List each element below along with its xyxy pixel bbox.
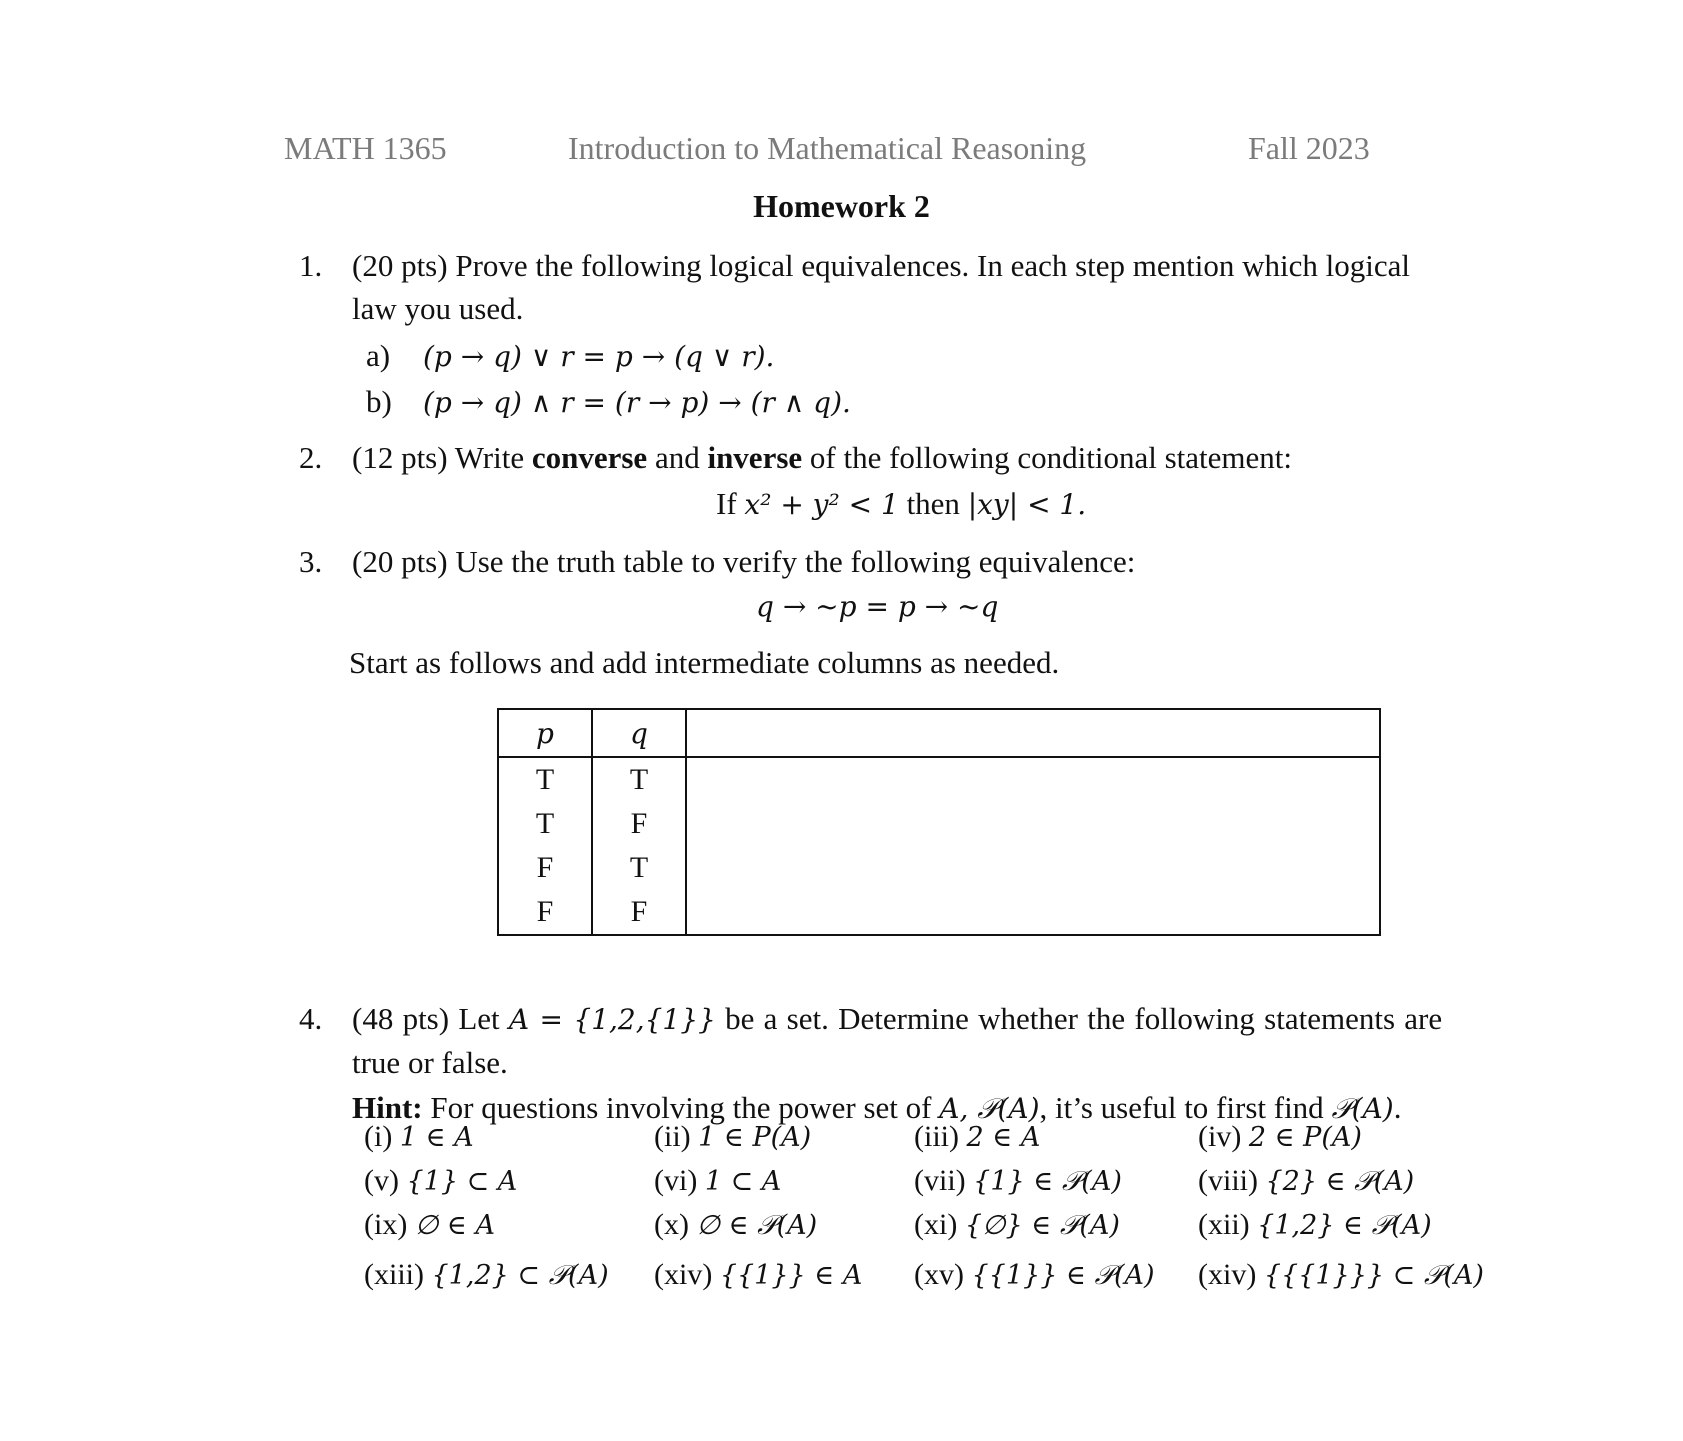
q2-conclusion: |xy| < 1. bbox=[967, 488, 1087, 521]
hint-math: A, 𝒫(A) bbox=[939, 1092, 1040, 1125]
table-row bbox=[498, 890, 1380, 935]
item-expr: {{1}} ∈ A bbox=[719, 1260, 863, 1291]
item-label: (xi) bbox=[914, 1208, 965, 1241]
item-expr: {∅} ∈ 𝒫(A) bbox=[964, 1210, 1120, 1241]
table-row bbox=[498, 757, 1380, 802]
q2-then: then bbox=[898, 486, 968, 521]
item-expr: {{{1}}} ⊂ 𝒫(A) bbox=[1263, 1260, 1484, 1291]
item-expr: 2 ∈ A bbox=[966, 1122, 1041, 1153]
statement-item bbox=[1198, 1258, 1484, 1292]
statement-item bbox=[364, 1208, 495, 1242]
item-label: (ix) bbox=[364, 1208, 415, 1241]
item-label: (vii) bbox=[914, 1164, 974, 1197]
item-label: (iv) bbox=[1198, 1120, 1249, 1153]
item-label: (xii) bbox=[1198, 1208, 1258, 1241]
q1-text: (20 pts) Prove the following logical equivalences. In each step mention which logical bbox=[352, 248, 1411, 283]
truth-table bbox=[497, 708, 1381, 936]
item-label: (xv) bbox=[914, 1258, 972, 1291]
item-expr: {2} ∈ 𝒫(A) bbox=[1265, 1166, 1415, 1197]
q1-number: 1. bbox=[299, 248, 323, 283]
q4-number: 4. bbox=[299, 1001, 323, 1036]
item-expr: {1} ⊂ A bbox=[406, 1166, 518, 1197]
q4-text-pre: (48 pts) Let bbox=[352, 1001, 509, 1036]
statement-item bbox=[364, 1164, 517, 1198]
cell-q: T bbox=[592, 846, 686, 890]
cell-p: F bbox=[536, 851, 554, 884]
item-expr: ∅ ∈ A bbox=[414, 1210, 495, 1241]
statement-item bbox=[1198, 1120, 1362, 1154]
item-expr: 1 ⊂ A bbox=[704, 1166, 782, 1197]
q1b-expression: (p → q) ∧ r = (r → p) → (r ∧ q). bbox=[423, 386, 851, 419]
term: Fall 2023 bbox=[1248, 130, 1370, 166]
item-label: (vi) bbox=[654, 1164, 705, 1197]
item-label: (v) bbox=[364, 1164, 407, 1197]
q1-text-line2: law you used. bbox=[352, 291, 524, 326]
statement-item bbox=[914, 1164, 1122, 1198]
q3-instruction: Start as follows and add intermediate columns as needed. bbox=[349, 645, 1060, 680]
course-title: Introduction to Mathematical Reasoning bbox=[568, 130, 1087, 166]
homework-title: Homework 2 bbox=[753, 188, 930, 224]
item-expr: ∅ ∈ 𝒫(A) bbox=[696, 1210, 818, 1241]
cell-p: F bbox=[536, 895, 554, 928]
item-label: (xiii) bbox=[364, 1258, 432, 1291]
cell-blank[interactable] bbox=[686, 890, 1380, 935]
q1a-label: a) bbox=[366, 338, 391, 373]
item-label: (i) bbox=[364, 1120, 400, 1153]
item-expr: 2 ∈ P(A) bbox=[1248, 1122, 1362, 1153]
item-label: (xiv) bbox=[1198, 1258, 1264, 1291]
item-label: (x) bbox=[654, 1208, 697, 1241]
item-label: (iii) bbox=[914, 1120, 967, 1153]
cell-blank[interactable] bbox=[686, 757, 1380, 802]
q2-text-post: of the following conditional statement: bbox=[802, 440, 1293, 475]
q4-set-definition: A = {1,2,{1}} bbox=[508, 1003, 716, 1036]
cell-q: T bbox=[592, 757, 686, 802]
item-label: (ii) bbox=[654, 1120, 699, 1153]
cell-blank[interactable] bbox=[686, 846, 1380, 890]
table-row bbox=[498, 802, 1380, 846]
item-expr: 1 ∈ A bbox=[399, 1122, 474, 1153]
item-label: (viii) bbox=[1198, 1164, 1266, 1197]
header-blank[interactable] bbox=[686, 709, 1380, 757]
q4-text-line2: true or false. bbox=[352, 1045, 508, 1080]
q2-if: If bbox=[716, 486, 745, 521]
q2-statement bbox=[716, 486, 1086, 522]
hint-end: . bbox=[1393, 1090, 1402, 1125]
q2-text-mid: and bbox=[647, 440, 708, 475]
item-expr: {1} ∈ 𝒫(A) bbox=[973, 1166, 1122, 1197]
hint-label: Hint: bbox=[352, 1090, 423, 1125]
statement-item bbox=[914, 1208, 1120, 1242]
cell-p: T bbox=[535, 807, 555, 840]
q3-equivalence: q → ~p = p → ~q bbox=[756, 590, 999, 623]
truth-table-header bbox=[498, 709, 1380, 757]
item-expr: 1 ∈ P(A) bbox=[698, 1122, 812, 1153]
q2-text-pre: (12 pts) Write bbox=[352, 440, 532, 475]
q2-number: 2. bbox=[299, 440, 323, 475]
cell-q: F bbox=[592, 890, 686, 935]
hint-mid: , it’s useful to first find bbox=[1039, 1090, 1332, 1125]
q4-text bbox=[352, 1001, 1442, 1037]
statement-item bbox=[1198, 1208, 1432, 1242]
statement-item bbox=[914, 1120, 1040, 1154]
statement-item bbox=[914, 1258, 1155, 1292]
statement-item bbox=[654, 1164, 781, 1198]
statement-item bbox=[654, 1258, 862, 1292]
statement-item bbox=[654, 1208, 817, 1242]
q3-text: (20 pts) Use the truth table to verify the following equivalence: bbox=[352, 544, 1136, 579]
q2-text bbox=[352, 440, 1292, 476]
q2-inverse: inverse bbox=[707, 440, 803, 475]
q3-number: 3. bbox=[299, 544, 323, 579]
statement-item bbox=[364, 1120, 474, 1154]
statement-item bbox=[364, 1258, 609, 1292]
cell-blank[interactable] bbox=[686, 802, 1380, 846]
item-expr: {{1}} ∈ 𝒫(A) bbox=[971, 1260, 1155, 1291]
item-label: (xiv) bbox=[654, 1258, 720, 1291]
statement-item bbox=[1198, 1164, 1414, 1198]
table-row bbox=[498, 846, 1380, 890]
item-expr: {1,2} ⊂ 𝒫(A) bbox=[431, 1260, 609, 1291]
cell-q: F bbox=[592, 802, 686, 846]
q1b-label: b) bbox=[366, 384, 392, 419]
q2-hypothesis: x² + y² < 1 bbox=[744, 488, 899, 521]
q4-text-post: be a set. Determine whether the following statements are bbox=[715, 1001, 1443, 1036]
q2-converse: converse bbox=[531, 440, 648, 475]
q1a-expression: (p → q) ∨ r = p → (q ∨ r). bbox=[423, 340, 775, 373]
course-code: MATH 1365 bbox=[284, 130, 447, 166]
header-p: p bbox=[498, 709, 592, 757]
item-expr: {1,2} ∈ 𝒫(A) bbox=[1257, 1210, 1432, 1241]
hint-math2: 𝒫(A) bbox=[1331, 1092, 1394, 1125]
statement-item bbox=[654, 1120, 811, 1154]
header-q: q bbox=[592, 709, 686, 757]
hint-text: For questions involving the power set of bbox=[422, 1090, 940, 1125]
cell-p: T bbox=[535, 763, 555, 796]
